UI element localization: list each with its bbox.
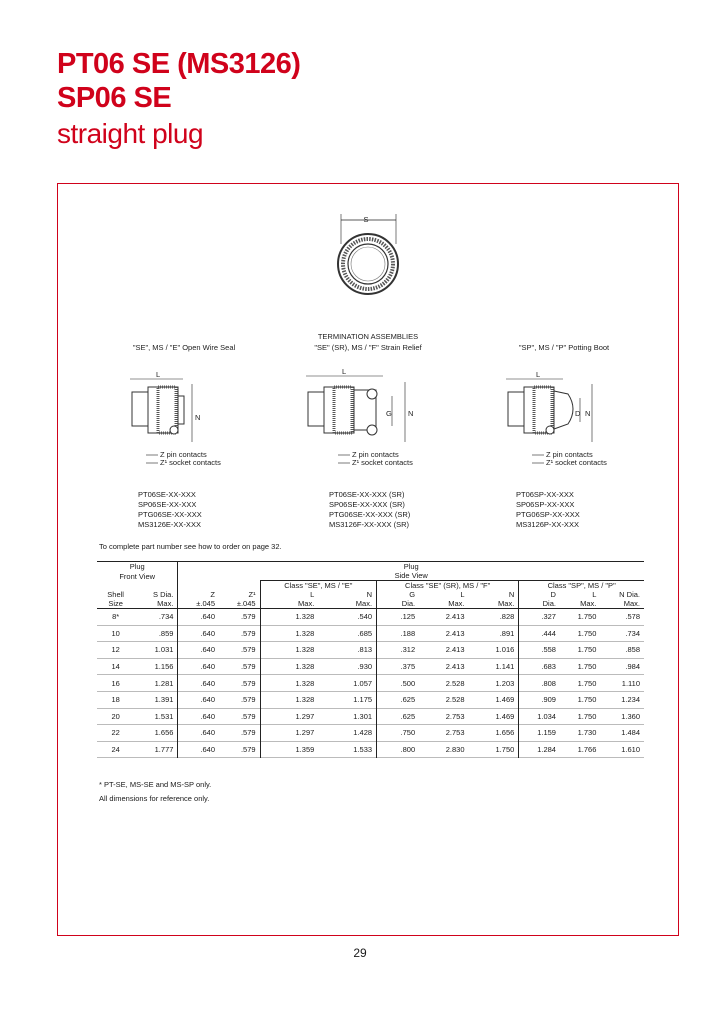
order-note: To complete part number see how to order on page 32. (99, 542, 282, 551)
table-cell: 1.034 (519, 708, 560, 725)
front-view-drawing (338, 214, 398, 294)
table-cell: .909 (519, 691, 560, 708)
content-frame (57, 183, 679, 936)
column-header: L (460, 590, 465, 599)
table-cell: 2.753 (445, 728, 465, 738)
part-number: MS3126P-XX-XXX (516, 520, 579, 529)
table-cell: 12 (111, 645, 120, 655)
table-row (97, 691, 644, 708)
table-cell: 2.413 (445, 612, 465, 622)
table-cell: 20 (111, 711, 120, 721)
table-cell: .640 (178, 741, 219, 758)
table-cell: 1.750 (495, 745, 515, 755)
part-number: PTG06SP-XX-XXX (516, 510, 580, 519)
column-header: S Dia. (152, 590, 174, 599)
table-cell: 1.110 (621, 678, 640, 688)
side-view-label: Side View (178, 571, 644, 581)
table-cell: 1.750 (577, 662, 597, 672)
view3-part-numbers (516, 490, 580, 530)
table-cell: 1.750 (577, 612, 597, 622)
column-header: L (260, 590, 318, 599)
view2-g-label: G (386, 409, 392, 418)
column-header: Z¹ (248, 590, 256, 599)
table-cell: 2.413 (445, 645, 465, 655)
table-cell: .500 (377, 675, 420, 692)
part-number: PTG06SE-XX-XXX (138, 510, 202, 519)
table-cell: 10 (111, 628, 120, 638)
table-cell: 1.469 (495, 711, 515, 721)
view3-caption: "SP", MS / "P" Potting Boot (518, 343, 610, 352)
column-header: D (519, 590, 560, 599)
view2-l-label: L (342, 367, 347, 376)
column-header: G (377, 590, 420, 599)
column-header: L (592, 590, 597, 599)
view3-l-label: L (536, 370, 541, 379)
table-cell: 2.413 (445, 662, 465, 672)
view2-n-label: N (408, 409, 414, 418)
table-row (97, 741, 644, 758)
view1-n-label: N (195, 413, 201, 422)
part-number: PT06SE-XX-XXX (SR) (329, 490, 405, 499)
table-cell: 1.656 (495, 728, 515, 738)
table-cell: 1.328 (260, 609, 318, 626)
column-header-row-1 (97, 590, 644, 599)
table-cell: 1.301 (353, 711, 373, 721)
view3-d-label: D (575, 409, 581, 418)
view3-z-socket: Z¹ socket contacts (546, 458, 607, 467)
table-cell: 1.766 (577, 745, 597, 755)
table-cell: .375 (377, 658, 420, 675)
table-cell: .640 (178, 675, 219, 692)
table-cell: .640 (178, 609, 219, 626)
view1-caption: "SE", MS / "E" Open Wire Seal (132, 343, 236, 352)
view2-part-numbers (329, 490, 410, 530)
class-se-header: Class "SE", MS / "E" (260, 581, 376, 591)
table-cell: 1.750 (577, 695, 597, 705)
part-number: PT06SE-XX-XXX (138, 490, 196, 499)
table-cell: 1.777 (154, 745, 174, 755)
column-header-sub: Max. (498, 599, 515, 608)
column-header-sub: Max. (157, 599, 174, 608)
table-cell: .625 (377, 708, 420, 725)
table-cell: .579 (240, 678, 256, 688)
column-header: Shell (107, 590, 124, 599)
table-cell: .858 (625, 645, 640, 655)
table-cell: 1.750 (577, 711, 597, 721)
table-cell: .579 (240, 645, 256, 655)
table-cell: .640 (178, 642, 219, 659)
view1-part-numbers (138, 490, 202, 530)
part-number: MS3126E-XX-XXX (138, 520, 201, 529)
table-cell: .579 (240, 662, 256, 672)
table-cell: 1.328 (260, 691, 318, 708)
table-cell: .640 (178, 725, 219, 742)
termination-heading: TERMINATION ASSEMBLIES (317, 332, 419, 341)
table-cell: 2.528 (445, 695, 465, 705)
view2-z-pin: Z pin contacts (352, 450, 399, 459)
table-cell: 1.730 (577, 728, 597, 738)
view3-n-label: N (585, 409, 591, 418)
table-cell: .734 (158, 612, 174, 622)
table-cell: .327 (519, 609, 560, 626)
table-cell: 1.159 (519, 725, 560, 742)
view1-z-socket: Z¹ socket contacts (160, 458, 221, 467)
view2-drawing (306, 367, 413, 467)
column-header-sub: Max. (260, 599, 318, 609)
table-row (97, 725, 644, 742)
column-header: Z (178, 590, 219, 599)
column-header: N (366, 590, 373, 599)
table-cell: .859 (158, 628, 174, 638)
dimension-table (97, 561, 644, 758)
side-plug-label: Plug (178, 562, 644, 572)
table-cell: 1.750 (577, 678, 597, 688)
column-header-sub: ±.045 (236, 599, 256, 608)
table-cell: .579 (240, 612, 256, 622)
table-cell: .640 (178, 658, 219, 675)
table-cell: 14 (111, 662, 120, 672)
view3-z-pin: Z pin contacts (546, 450, 593, 459)
column-header: N Dia. (619, 590, 640, 599)
column-header-sub: Dia. (519, 599, 560, 609)
footnote-shell: * PT-SE, MS-SE and MS-SP only. (99, 780, 212, 789)
table-cell: 2.830 (445, 745, 465, 755)
table-cell: 1.533 (353, 745, 373, 755)
column-header-row-2 (97, 599, 644, 609)
table-cell: 2.528 (445, 678, 465, 688)
table-cell: .578 (625, 612, 640, 622)
page-title: PT06 SE (MS3126) (57, 48, 301, 80)
table-cell: 1.203 (495, 678, 515, 688)
part-number: SP06SE-XX-XXX (SR) (329, 500, 405, 509)
table-cell: 1.328 (260, 658, 318, 675)
table-cell: 1.328 (260, 642, 318, 659)
table-cell: .579 (240, 745, 256, 755)
table-cell: 1.610 (621, 745, 640, 755)
column-header-sub: Size (108, 599, 123, 608)
table-cell: .625 (377, 691, 420, 708)
table-cell: 1.175 (353, 695, 373, 705)
view1-drawing (130, 370, 221, 467)
table-row (97, 675, 644, 692)
table-cell: 1.297 (260, 725, 318, 742)
table-cell: .813 (357, 645, 373, 655)
table-cell: .640 (178, 625, 219, 642)
table-cell: 1.281 (154, 678, 174, 688)
table-cell: 1.484 (621, 728, 640, 738)
s-dimension-label: S (363, 215, 369, 224)
view1-z-pin: Z pin contacts (160, 450, 207, 459)
table-cell: .891 (499, 628, 515, 638)
part-number: PTG06SE-XX-XXX (SR) (329, 510, 411, 519)
product-type: straight plug (57, 118, 204, 149)
table-cell: 1.057 (353, 678, 373, 688)
table-cell: 1.031 (154, 645, 174, 655)
view1-l-label: L (156, 370, 161, 379)
table-cell: 18 (111, 695, 120, 705)
front-plug-label: Plug (129, 562, 145, 571)
view2-caption: "SE" (SR), MS / "F" Strain Relief (314, 343, 422, 352)
table-cell: .640 (178, 691, 219, 708)
column-header-sub: Max. (580, 599, 597, 608)
column-header-sub: Max. (623, 599, 640, 608)
page-number: 29 (353, 946, 367, 960)
table-cell: 1.328 (260, 675, 318, 692)
table-cell: 8* (112, 612, 120, 622)
table-cell: 1.360 (621, 711, 640, 721)
page-subtitle: SP06 SE (57, 82, 172, 114)
table-cell: .808 (519, 675, 560, 692)
class-sp-header: Class "SP", MS / "P" (519, 581, 644, 591)
view3-drawing (506, 370, 607, 467)
class-sr-header: Class "SE" (SR), MS / "F" (377, 581, 519, 591)
column-header-sub: Max. (355, 599, 373, 608)
table-cell: 1.359 (260, 741, 318, 758)
table-cell: 1.141 (495, 662, 515, 672)
table-cell: 1.469 (495, 695, 515, 705)
table-cell: .828 (499, 612, 515, 622)
table-cell: .750 (377, 725, 420, 742)
table-row (97, 642, 644, 659)
column-header: N (508, 590, 515, 599)
table-cell: 2.753 (445, 711, 465, 721)
table-row (97, 708, 644, 725)
table-cell: 22 (111, 728, 120, 738)
table-cell: 1.750 (577, 645, 597, 655)
table-cell: .984 (625, 662, 640, 672)
table-cell: 1.428 (353, 728, 373, 738)
table-cell: .579 (240, 711, 256, 721)
table-cell: .685 (357, 628, 373, 638)
connector-diagrams (58, 184, 678, 484)
table-cell: .930 (357, 662, 373, 672)
table-row (97, 625, 644, 642)
part-number: SP06SP-XX-XXX (516, 500, 575, 509)
table-cell: 1.234 (621, 695, 640, 705)
table-cell: 1.656 (154, 728, 174, 738)
column-header-sub: Dia. (377, 599, 420, 609)
table-row (97, 609, 644, 626)
table-cell: .579 (240, 628, 256, 638)
table-cell: .540 (357, 612, 373, 622)
table-cell: .800 (377, 741, 420, 758)
part-number: MS3126F-XX-XXX (SR) (329, 520, 410, 529)
table-cell: 24 (111, 745, 120, 755)
table-cell: 1.156 (154, 662, 174, 672)
front-view-label: Front View (119, 571, 156, 581)
table-cell: 1.016 (495, 645, 515, 655)
column-header-sub: Max. (448, 599, 465, 608)
table-body (97, 609, 644, 758)
part-number: SP06SE-XX-XXX (138, 500, 197, 509)
footnote-reference: All dimensions for reference only. (99, 794, 210, 803)
part-number: PT06SP-XX-XXX (516, 490, 574, 499)
table-cell: 2.413 (445, 628, 465, 638)
table-cell: 1.297 (260, 708, 318, 725)
table-cell: .640 (178, 708, 219, 725)
table-cell: .558 (519, 642, 560, 659)
column-header-sub: ±.045 (178, 599, 219, 609)
view2-z-socket: Z¹ socket contacts (352, 458, 413, 467)
table-cell: 1.391 (154, 695, 174, 705)
table-cell: 1.328 (260, 625, 318, 642)
table-cell: .734 (625, 628, 640, 638)
table-row (97, 658, 644, 675)
table-cell: .579 (240, 695, 256, 705)
table-cell: .312 (377, 642, 420, 659)
table-cell: .579 (240, 728, 256, 738)
table-cell: .188 (377, 625, 420, 642)
table-cell: 16 (111, 678, 120, 688)
table-cell: .683 (519, 658, 560, 675)
table-cell: .444 (519, 625, 560, 642)
table-cell: 1.284 (519, 741, 560, 758)
table-cell: 1.750 (577, 628, 597, 638)
table-cell: .125 (377, 609, 420, 626)
table-cell: 1.531 (154, 711, 174, 721)
